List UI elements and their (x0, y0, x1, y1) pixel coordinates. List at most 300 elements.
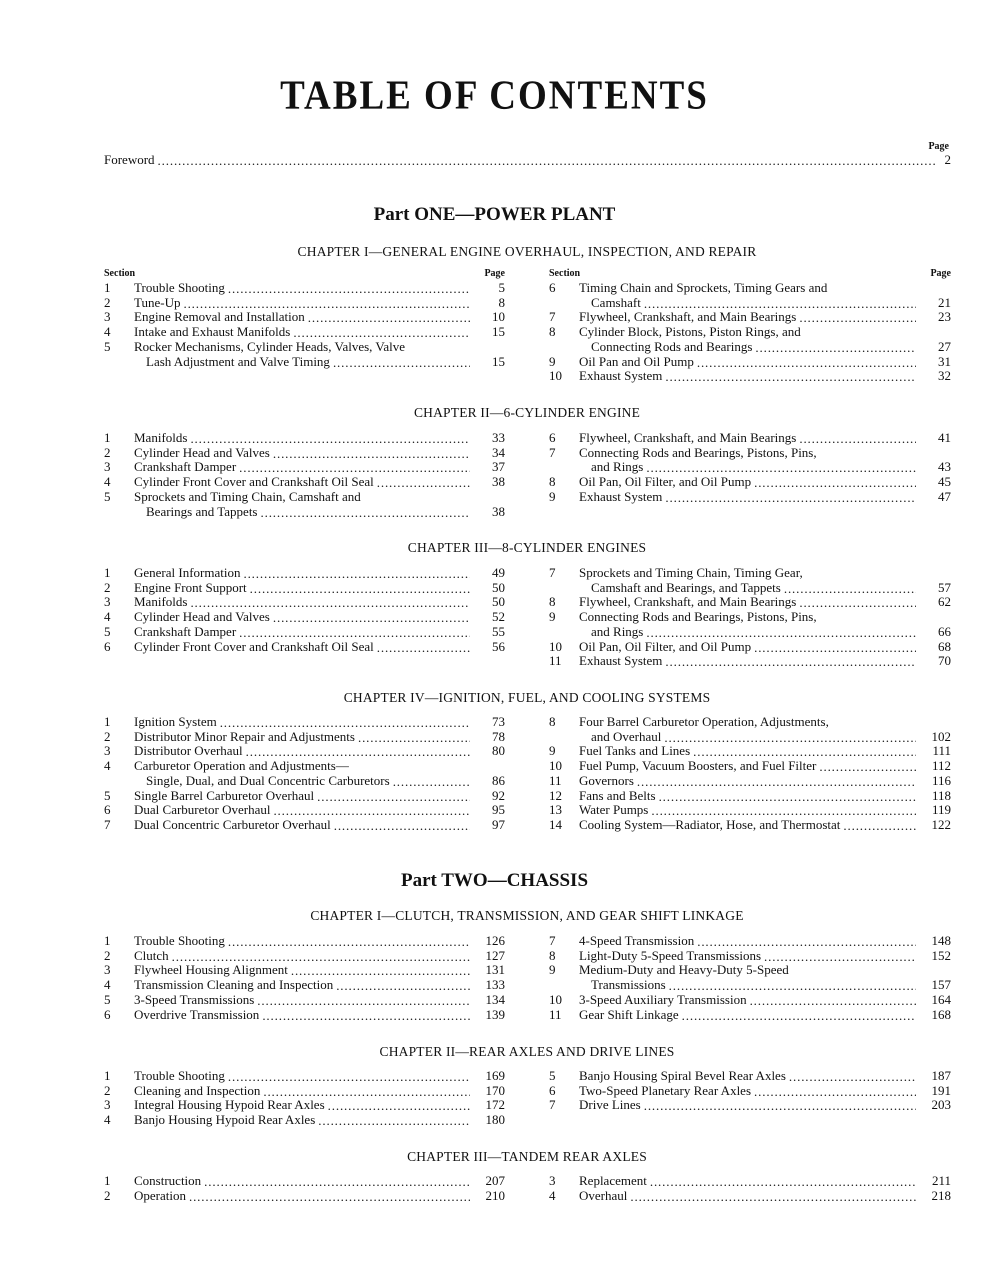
entry-page: 127 (485, 947, 505, 963)
entry-line-with-page (579, 1098, 951, 1113)
dot-leader (204, 1175, 470, 1188)
entry-title: Connecting Rods and Bearings (591, 338, 753, 354)
dot-leader (239, 626, 470, 639)
entry-title: Banjo Housing Spiral Bevel Rear Axles (579, 1068, 786, 1083)
section-number: 10 (549, 638, 562, 654)
entry-line-with-page (579, 803, 951, 818)
foreword-page: 2 (944, 152, 951, 167)
entry-page: 139 (485, 1006, 505, 1022)
dot-leader (697, 356, 916, 369)
entry-body (579, 566, 951, 595)
section-number: 1 (104, 933, 111, 948)
section-number: 1 (104, 714, 111, 729)
section-number: 4 (104, 609, 111, 625)
dot-leader (644, 1099, 916, 1112)
entry-title: Construction (134, 1173, 202, 1188)
section-number: 2 (104, 444, 111, 460)
entry-body (579, 640, 951, 655)
entry-body (134, 340, 505, 369)
dot-leader (799, 596, 916, 609)
toc-entry[interactable] (549, 610, 951, 639)
toc-entry[interactable] (104, 978, 505, 993)
entry-line-with-page (134, 1084, 505, 1099)
entry-page: 70 (938, 653, 951, 669)
entry-body (579, 1008, 951, 1023)
section-number: 8 (549, 594, 556, 610)
dot-leader (333, 356, 470, 369)
toc-entry[interactable] (549, 490, 951, 505)
entry-body (134, 978, 505, 993)
entry-line-with-page (579, 774, 951, 789)
toc-entry[interactable] (104, 963, 505, 978)
right-column (549, 431, 951, 505)
toc-entry[interactable] (549, 949, 951, 964)
entry-page: 57 (938, 579, 951, 595)
entry-line-with-page (134, 310, 505, 325)
page-column-header: Page (928, 141, 949, 152)
entry-page: 148 (931, 933, 951, 948)
toc-entry[interactable] (549, 1084, 951, 1099)
entry-title: Trouble Shooting (134, 1068, 225, 1083)
dot-leader (637, 775, 916, 788)
dot-leader (665, 370, 916, 383)
entry-title: Banjo Housing Hypoid Rear Axles (134, 1112, 316, 1128)
dot-leader (183, 297, 470, 310)
entry-line-with-page (579, 993, 951, 1008)
toc-entry[interactable] (104, 1069, 505, 1084)
toc-entry[interactable] (104, 475, 505, 490)
toc-entry[interactable] (549, 993, 951, 1008)
entry-body (579, 1098, 951, 1113)
section-number: 10 (549, 368, 562, 384)
section-number: 1 (104, 1173, 111, 1188)
entry-page: 56 (492, 638, 505, 654)
entry-body (134, 310, 505, 325)
section-number: 1 (104, 280, 111, 295)
entry-body (579, 1189, 951, 1204)
entry-line-with-page (134, 715, 505, 730)
dot-leader (377, 476, 470, 489)
entry-title: Fuel Pump, Vacuum Boosters, and Fuel Filter (579, 758, 817, 774)
section-number: 8 (549, 947, 556, 963)
toc-entry[interactable] (104, 490, 505, 519)
toc-entry[interactable] (104, 818, 505, 833)
section-number: 3 (104, 459, 111, 475)
toc-entry[interactable] (104, 789, 505, 804)
entry-body (134, 446, 505, 461)
entry-title: Single, Dual, and Dual Concentric Carburetors (146, 772, 390, 788)
section-number: 2 (104, 1187, 111, 1203)
entry-line-with-page (134, 610, 505, 625)
toc-entry[interactable] (549, 355, 951, 370)
entry-title: Dual Concentric Carburetor Overhaul (134, 816, 331, 832)
dot-leader (630, 1190, 916, 1203)
toc-entry[interactable] (104, 610, 505, 625)
entry-body (579, 759, 951, 774)
entry-body (579, 654, 951, 669)
entry-body (134, 993, 505, 1008)
entry-title: Overdrive Transmission (134, 1006, 260, 1022)
entry-line-with-page (134, 581, 505, 596)
toc-entry[interactable] (104, 1084, 505, 1099)
toc-entry[interactable] (104, 949, 505, 964)
dot-leader (273, 611, 470, 624)
entry-line-with-page (579, 744, 951, 759)
entry-title: Operation (134, 1187, 186, 1203)
toc-entry[interactable] (549, 431, 951, 446)
entry-title: Transmission Cleaning and Inspection (134, 977, 334, 993)
entry-page: 66 (938, 623, 951, 639)
dot-leader (172, 950, 470, 963)
entry-page: 37 (492, 459, 505, 475)
entry-line-with-page (579, 431, 951, 446)
dot-leader (239, 461, 470, 474)
section-number: 11 (549, 772, 562, 788)
entry-line-with-page (579, 475, 951, 490)
toc-entry[interactable] (104, 310, 505, 325)
toc-entry[interactable] (104, 460, 505, 475)
foreword-entry[interactable] (104, 152, 951, 168)
section-number: 3 (104, 1097, 111, 1113)
toc-entry[interactable] (104, 281, 505, 296)
entry-title: Engine Front Support (134, 579, 247, 595)
entry-body (134, 281, 505, 296)
dot-leader (158, 153, 936, 166)
dot-leader (644, 297, 916, 310)
entry-page: 172 (485, 1097, 505, 1113)
entry-page: 34 (492, 444, 505, 460)
toc-entry[interactable] (549, 789, 951, 804)
entry-title: Cylinder Front Cover and Crankshaft Oil Seal (134, 474, 374, 490)
section-number: 4 (549, 1187, 556, 1203)
dot-leader (317, 790, 470, 803)
section-number: 3 (104, 594, 111, 610)
dot-leader (750, 994, 916, 1007)
toc-entry[interactable] (104, 431, 505, 446)
entry-body (579, 1084, 951, 1099)
dot-leader (789, 1070, 916, 1083)
entry-page: 38 (492, 474, 505, 490)
entry-title: Trouble Shooting (134, 280, 225, 295)
toc-entry[interactable] (549, 566, 951, 595)
dot-leader (754, 641, 916, 654)
entry-line-with-page (579, 369, 951, 384)
entry-page: 10 (492, 309, 505, 325)
right-column (549, 566, 951, 669)
entry-page: 15 (492, 324, 505, 340)
entry-title: Ignition System (134, 714, 217, 729)
toc-entry[interactable] (104, 744, 505, 759)
entry-title: Timing Chain and Sprockets, Timing Gears and (579, 280, 828, 295)
toc-entry[interactable] (104, 759, 505, 788)
section-number: 12 (549, 787, 562, 803)
entry-body (134, 744, 505, 759)
dot-leader (189, 1190, 470, 1203)
entry-title: Manifolds (134, 594, 188, 610)
entry-title: Rocker Mechanisms, Cylinder Heads, Valves, Valve (134, 338, 406, 354)
toc-entry[interactable] (549, 475, 951, 490)
entry-body (579, 325, 951, 354)
toc-entry[interactable] (104, 934, 505, 949)
dot-leader (273, 804, 470, 817)
toc-entry[interactable] (104, 715, 505, 730)
entry-page: 169 (485, 1068, 505, 1083)
toc-entry[interactable] (104, 1174, 505, 1189)
toc-entry[interactable] (549, 1008, 951, 1023)
entry-page: 78 (492, 728, 505, 744)
dot-leader (665, 655, 916, 668)
toc-entry[interactable] (104, 581, 505, 596)
entry-title: Tune-Up (134, 294, 181, 310)
entry-line-with-page (579, 1189, 951, 1204)
entry-title: Drive Lines (579, 1097, 641, 1113)
entry-title: Manifolds (134, 430, 188, 445)
toc-entry[interactable] (104, 640, 505, 655)
dot-leader (262, 1009, 470, 1022)
entry-title: Sprockets and Timing Chain, Timing Gear, (579, 565, 803, 580)
section-number: 7 (549, 444, 556, 460)
section-number: 4 (104, 758, 111, 774)
toc-entry[interactable] (549, 818, 951, 833)
entry-body (579, 490, 951, 505)
entry-page: 111 (932, 743, 951, 759)
toc-entry[interactable] (104, 803, 505, 818)
entry-page: 164 (931, 991, 951, 1007)
dot-leader (243, 567, 470, 580)
toc-entry[interactable] (549, 281, 951, 310)
entry-body (134, 595, 505, 610)
entry-title: Intake and Exhaust Manifolds (134, 324, 291, 340)
entry-page: 8 (498, 294, 505, 310)
entry-title: Oil Pan, Oil Filter, and Oil Pump (579, 474, 752, 490)
left-column (104, 566, 505, 654)
entry-body (134, 730, 505, 745)
entry-body (134, 625, 505, 640)
entry-title: Replacement (579, 1173, 647, 1188)
toc-entry[interactable] (104, 730, 505, 745)
entry-line-with-page (579, 978, 951, 993)
entry-line-with-page (579, 949, 951, 964)
entry-line-with-page (134, 595, 505, 610)
toc-entry[interactable] (549, 310, 951, 325)
toc-entry[interactable] (549, 1098, 951, 1113)
toc-entry[interactable] (549, 1069, 951, 1084)
dot-leader (784, 582, 916, 595)
entry-body (579, 595, 951, 610)
section-number: 13 (549, 802, 562, 818)
dot-leader (664, 731, 916, 744)
entry-body (134, 803, 505, 818)
entry-page: 43 (938, 459, 951, 475)
entry-page: 32 (938, 368, 951, 384)
toc-entry[interactable] (549, 934, 951, 949)
entry-page: 45 (938, 474, 951, 490)
entry-body (134, 610, 505, 625)
dot-leader (754, 476, 916, 489)
entry-body (134, 1189, 505, 1204)
entry-line-with-page (134, 296, 505, 311)
entry-title: Crankshaft Damper (134, 459, 237, 475)
toc-entry[interactable] (104, 993, 505, 1008)
entry-body (579, 281, 951, 310)
entry-title: Exhaust System (579, 368, 663, 384)
entry-title: Connecting Rods and Bearings, Pistons, Pins, (579, 609, 817, 625)
toc-entry[interactable] (104, 296, 505, 311)
section-number: 4 (104, 1112, 111, 1128)
entry-title: 3-Speed Transmissions (134, 991, 255, 1007)
entry-title: Gear Shift Linkage (579, 1006, 679, 1022)
dot-leader (261, 506, 471, 519)
entry-body (134, 1069, 505, 1084)
toc-entry[interactable] (549, 369, 951, 384)
section-number: 9 (549, 609, 556, 625)
dot-leader (358, 731, 470, 744)
chapter-title: CHAPTER II—6-CYLINDER ENGINE (413, 405, 641, 420)
toc-entry[interactable] (549, 759, 951, 774)
toc-entry[interactable] (104, 325, 505, 340)
entry-title: Connecting Rods and Bearings, Pistons, Pins, (579, 444, 817, 460)
section-number: 6 (104, 638, 111, 654)
toc-entry[interactable] (549, 1189, 951, 1204)
entry-line-with-page (579, 490, 951, 505)
toc-entry[interactable] (549, 654, 951, 669)
entry-line-with-page (134, 744, 505, 759)
entry-line-with-page (579, 1174, 951, 1189)
entry-title: 4-Speed Transmission (579, 933, 695, 948)
entry-page: 119 (931, 802, 951, 818)
section-number: 5 (104, 787, 111, 803)
dot-leader (393, 775, 470, 788)
entry-line-with-page (134, 774, 505, 789)
entry-page: 134 (485, 991, 505, 1007)
entry-line-with-page (134, 281, 505, 296)
entry-line-with-page (579, 1069, 951, 1084)
entry-page: 118 (931, 787, 951, 803)
toc-entry[interactable] (549, 446, 951, 475)
entry-title: Camshaft and Bearings, and Tappets (591, 579, 781, 595)
entry-page: 38 (492, 503, 505, 519)
entry-line-with-page (579, 625, 951, 640)
entry-body (579, 431, 951, 446)
toc-entry[interactable] (549, 715, 951, 744)
toc-entry[interactable] (549, 1174, 951, 1189)
dot-leader (190, 596, 470, 609)
section-number: 6 (549, 280, 556, 295)
entry-page: 41 (938, 430, 951, 445)
section-number: 5 (104, 338, 111, 354)
entry-title: and Rings (591, 459, 644, 475)
section-number: 1 (104, 565, 111, 580)
section-number: 6 (549, 1082, 556, 1098)
entry-line-with-page (134, 625, 505, 640)
toc-entry[interactable] (104, 340, 505, 369)
toc-entry[interactable] (549, 803, 951, 818)
entry-body (579, 993, 951, 1008)
entry-body (579, 744, 951, 759)
section-number: 8 (549, 324, 556, 340)
entry-body (579, 818, 951, 833)
toc-entry[interactable] (104, 595, 505, 610)
toc-entry[interactable] (104, 625, 505, 640)
toc-entry[interactable] (104, 1098, 505, 1113)
toc-entry[interactable] (549, 640, 951, 655)
entry-title: Flywheel, Crankshaft, and Main Bearings (579, 430, 797, 445)
dot-leader (843, 819, 916, 832)
entry-line-with-page (134, 640, 505, 655)
entry-page: 211 (931, 1173, 951, 1188)
entry-page: 133 (485, 977, 505, 993)
toc-entry[interactable] (104, 1113, 505, 1128)
dot-leader (697, 935, 916, 948)
chapter-title: CHAPTER III—TANDEM REAR AXLES (407, 1149, 647, 1164)
section-number: 5 (104, 488, 111, 504)
toc-entry[interactable] (104, 446, 505, 461)
dot-leader (291, 964, 470, 977)
toc-entry[interactable] (104, 566, 505, 581)
section-number: 1 (104, 430, 111, 445)
entry-page: 191 (931, 1082, 951, 1098)
section-number: 11 (549, 653, 562, 669)
entry-body (134, 581, 505, 596)
left-column (104, 715, 505, 833)
dot-leader (650, 1175, 916, 1188)
dot-leader (651, 804, 916, 817)
entry-title: Cleaning and Inspection (134, 1082, 261, 1098)
entry-line-with-page (134, 325, 505, 340)
section-number: 8 (549, 714, 556, 729)
entry-page: 210 (485, 1187, 505, 1203)
toc-entry[interactable] (549, 744, 951, 759)
entry-body (579, 355, 951, 370)
toc-entry[interactable] (549, 963, 951, 992)
entry-title: Flywheel, Crankshaft, and Main Bearings (579, 594, 797, 610)
entry-page: 68 (938, 638, 951, 654)
foreword-label: Foreword (104, 152, 155, 167)
section-number: 7 (549, 309, 556, 325)
entry-page: 131 (485, 962, 505, 978)
toc-entry[interactable] (104, 1189, 505, 1204)
entry-line-with-page (134, 789, 505, 804)
dot-leader (273, 447, 470, 460)
dot-leader (819, 760, 916, 773)
column-header (104, 267, 505, 281)
toc-entry[interactable] (549, 774, 951, 789)
dot-leader (669, 979, 916, 992)
entry-body (579, 446, 951, 475)
section-number: 4 (104, 324, 111, 340)
section-number: 14 (549, 816, 562, 832)
section-number: 8 (549, 474, 556, 490)
toc-entry[interactable] (549, 595, 951, 610)
dot-leader (228, 935, 470, 948)
entry-body (579, 789, 951, 804)
dot-leader (220, 716, 470, 729)
entry-line-with-page (134, 431, 505, 446)
toc-entry[interactable] (104, 1008, 505, 1023)
entry-page: 73 (492, 714, 505, 729)
part-title: Part TWO—CHASSIS (400, 870, 589, 891)
section-number: 6 (549, 430, 556, 445)
entry-line-with-page (579, 934, 951, 949)
entry-line-with-page (134, 934, 505, 949)
entry-line-with-page (134, 993, 505, 1008)
section-number: 5 (104, 623, 111, 639)
entry-line-with-page (134, 978, 505, 993)
entry-title: Cylinder Front Cover and Crankshaft Oil Seal (134, 638, 374, 654)
entry-line-with-page (134, 818, 505, 833)
entry-line-with-page (134, 446, 505, 461)
toc-entry[interactable] (549, 325, 951, 354)
